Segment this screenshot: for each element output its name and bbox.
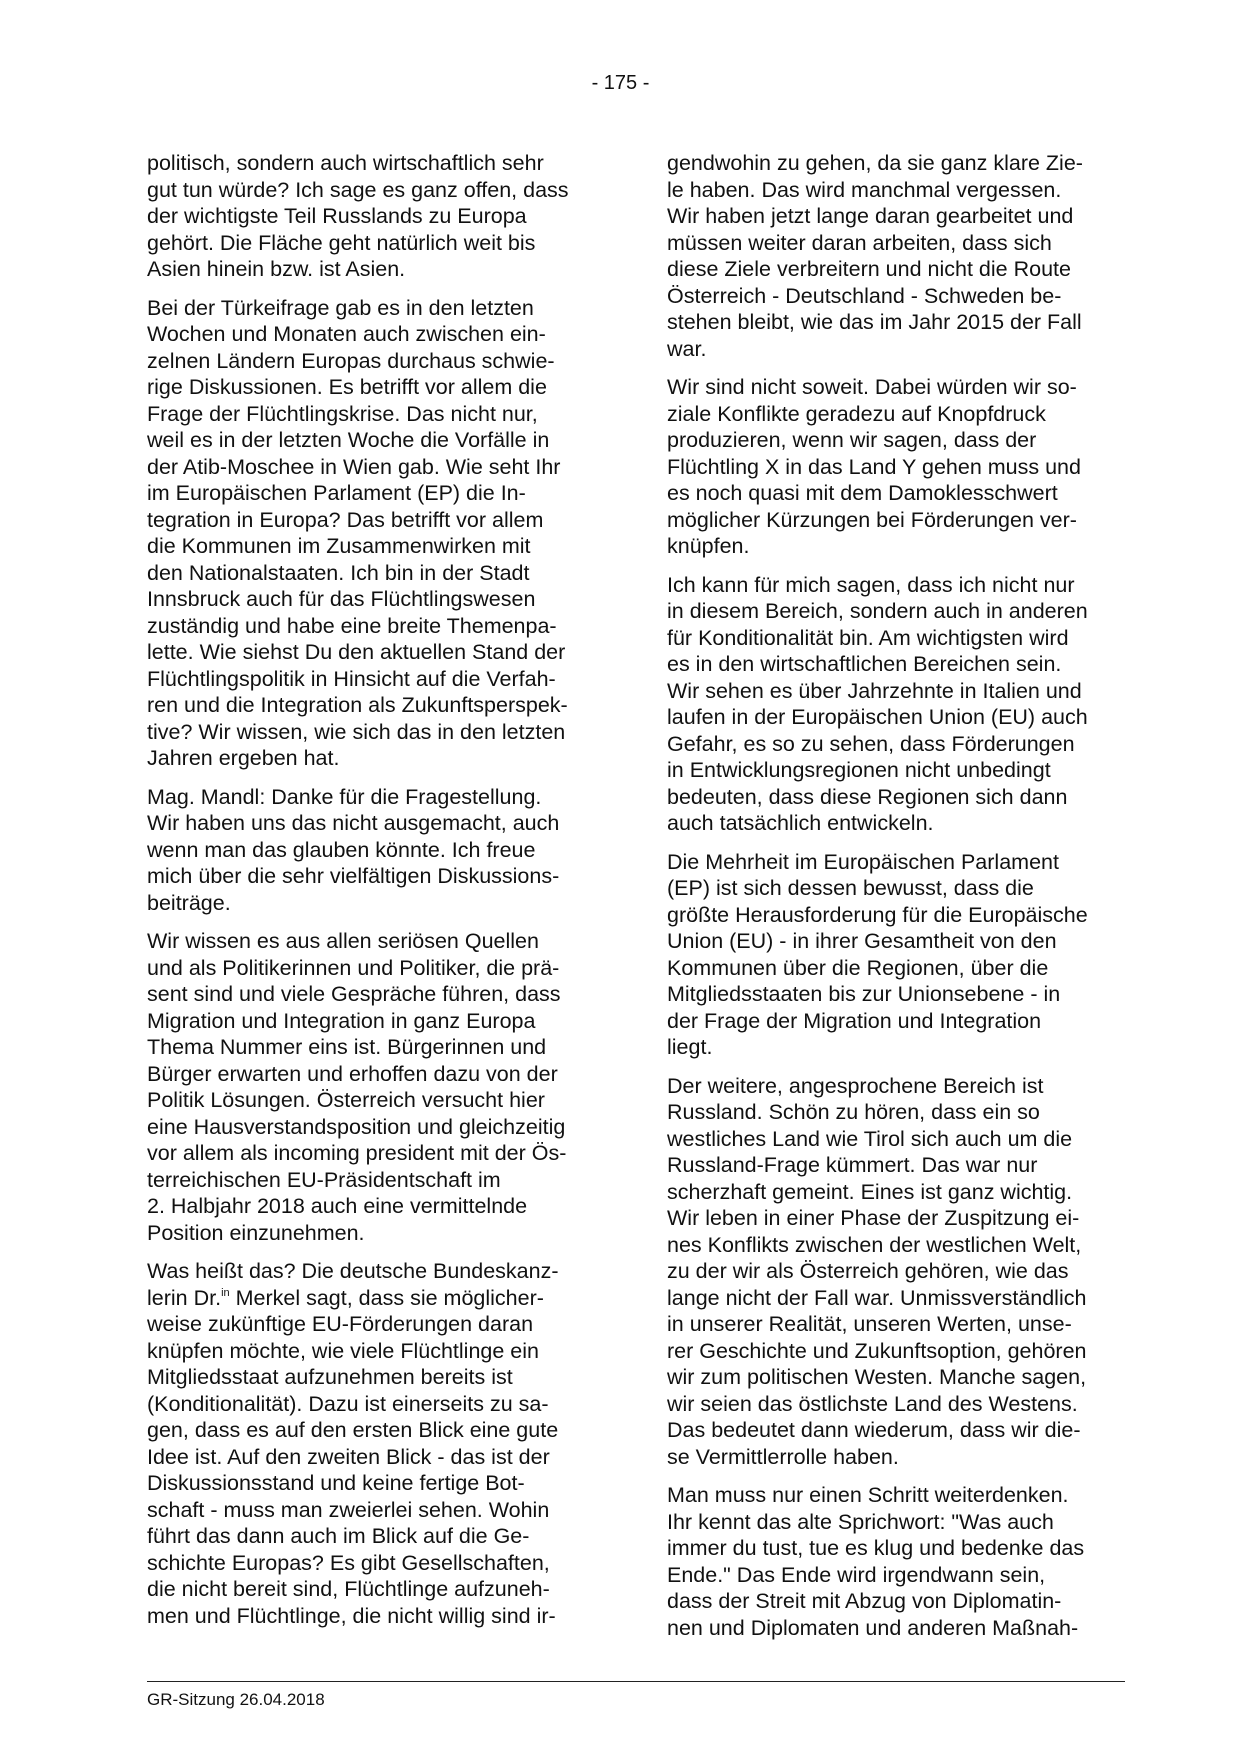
right-column (667, 150, 1122, 1653)
paragraph (147, 295, 602, 772)
text-line: bedeuten, dass diese Regionen sich dann (667, 784, 1068, 809)
text-line: Mag. Mandl: Danke für die Fragestellung. (147, 784, 542, 809)
text-line: tive? Wir wissen, wie sich das in den letzten (147, 719, 566, 744)
text-line: gut tun würde? Ich sage es ganz offen, dass (147, 177, 569, 202)
text-line: immer du tust, tue es klug und bedenke das (667, 1536, 1085, 1560)
text-line: rige Diskussionen. Es betrifft vor allem die (147, 375, 547, 399)
text-line: se Vermittlerrolle haben. (667, 1444, 899, 1469)
text-line: schaft - muss man zweierlei sehen. Wohin (147, 1497, 550, 1522)
text-line: ziale Konflikte geradezu auf Knopfdruck (667, 401, 1046, 426)
text-line: eine Hausverstandsposition und gleichzeitig (147, 1114, 566, 1139)
text-line: zelnen Ländern Europas durchaus schwie- (147, 348, 555, 373)
text-line: Ich kann für mich sagen, dass ich nicht nur (667, 572, 1075, 597)
text-line: Migration und Integration in ganz Europa (147, 1008, 536, 1033)
footer-session-date: GR-Sitzung 26.04.2018 (147, 1690, 325, 1709)
text-line: diese Ziele verbreitern und nicht die Route (667, 257, 1071, 281)
paragraph (147, 784, 602, 917)
text-line: der wichtigste Teil Russlands zu Europa (147, 204, 527, 228)
text-line: Wir haben uns das nicht ausgemacht, auch (147, 811, 560, 835)
text-line: liegt. (667, 1035, 713, 1059)
text-line: wenn man das glauben könnte. Ich freue (147, 837, 536, 862)
paragraph (667, 150, 1122, 362)
text-line: wir seien das östlichste Land des Westens. (667, 1391, 1078, 1416)
text-line: Politik Lösungen. Österreich versucht hier (147, 1088, 545, 1112)
text-line: Russland. Schön zu hören, dass ein so (667, 1100, 1040, 1124)
text-line: Bei der Türkeifrage gab es in den letzten (147, 295, 534, 320)
text-line: rer Geschichte und Zukunftsoption, gehören (667, 1338, 1087, 1363)
text-fragment: lerin Dr. (147, 1285, 222, 1310)
paragraph (667, 1482, 1122, 1641)
text-line: laufen in der Europäischen Union (EU) auch (667, 705, 1088, 729)
text-line: der Frage der Migration und Integration (667, 1008, 1042, 1033)
text-line (147, 1285, 602, 1312)
paragraph (667, 572, 1122, 837)
text-line: die Kommunen im Zusammenwirken mit (147, 534, 531, 558)
text-line: müssen weiter daran arbeiten, dass sich (667, 230, 1052, 255)
title-superscript: in (221, 1286, 230, 1299)
paragraph (147, 150, 602, 283)
text-line: scherzhaft gemeint. Eines ist ganz wichtig. (667, 1179, 1073, 1204)
text-line: Union (EU) - in ihrer Gesamtheit von den (667, 929, 1057, 953)
text-line: Bürger erwarten und erhoffen dazu von der (147, 1061, 558, 1086)
text-line: produzieren, wenn wir sagen, dass der (667, 428, 1037, 452)
text-line: Kommunen über die Regionen, über die (667, 955, 1049, 980)
text-line: Ende." Das Ende wird irgendwann sein, (667, 1562, 1046, 1587)
text-line: wir zum politischen Westen. Manche sagen, (667, 1365, 1087, 1389)
text-line: es noch quasi mit dem Damoklesschwert (667, 481, 1058, 505)
text-line: Wir leben in einer Phase der Zuspitzung ei- (667, 1206, 1080, 1230)
text-line: Jahren ergeben hat. (147, 746, 340, 770)
text-line: die nicht bereit sind, Flüchtlinge aufzuneh- (147, 1577, 550, 1601)
text-line: nen und Diplomaten und anderen Maßnah- (667, 1615, 1079, 1640)
text-line: Flüchtlingspolitik in Hinsicht auf die Verfah- (147, 666, 556, 691)
text-line: Was heißt das? Die deutsche Bundeskanz- (147, 1259, 559, 1283)
text-line: (EP) ist sich dessen bewusst, dass die (667, 876, 1034, 900)
paragraph (147, 1258, 602, 1629)
text-line: auch tatsächlich entwickeln. (667, 811, 934, 835)
text-line: und als Politikerinnen und Politiker, die prä- (147, 955, 560, 980)
text-line: gen, dass es auf den ersten Blick eine gute (147, 1418, 559, 1442)
text-line: war. (667, 336, 707, 361)
text-line: Wochen und Monaten auch zwischen ein- (147, 322, 546, 346)
text-line: den Nationalstaaten. Ich bin in der Stadt (147, 560, 530, 585)
text-line: Frage der Flüchtlingskrise. Das nicht nur, (147, 401, 538, 426)
text-line: Man muss nur einen Schritt weiterdenken. (667, 1483, 1069, 1507)
text-line: lange nicht der Fall war. Unmissverständlich (667, 1285, 1087, 1310)
text-line: Wir sind nicht soweit. Dabei würden wir so- (667, 375, 1077, 399)
text-line: in unserer Realität, unseren Werten, unse- (667, 1312, 1072, 1336)
text-line: für Konditionalität bin. Am wichtigsten wird (667, 625, 1069, 650)
text-line: terreichischen EU-Präsidentschaft im (147, 1167, 501, 1192)
paragraph (667, 849, 1122, 1061)
text-line: le haben. Das wird manchmal vergessen. (667, 177, 1062, 202)
text-line: zuständig und habe eine breite Themenpa- (147, 613, 557, 638)
text-line: möglicher Kürzungen bei Förderungen ver- (667, 507, 1077, 532)
paragraph (667, 1073, 1122, 1471)
text-line: men und Flüchtlinge, die nicht willig sind ir- (147, 1603, 556, 1628)
text-line: Österreich - Deutschland - Schweden be- (667, 283, 1062, 308)
text-line: Thema Nummer eins ist. Bürgerinnen und (147, 1035, 547, 1059)
text-line: Russland-Frage kümmert. Das war nur (667, 1153, 1038, 1177)
text-line: in Entwicklungsregionen nicht unbedingt (667, 758, 1051, 782)
text-line: es in den wirtschaftlichen Bereichen sein. (667, 652, 1062, 676)
text-line: Das bedeutet dann wiederum, dass wir die- (667, 1418, 1081, 1442)
text-line: nes Konflikts zwischen der westlichen Welt, (667, 1232, 1082, 1257)
text-line: der Atib-Moschee in Wien gab. Wie seht Ihr (147, 454, 561, 479)
text-line: ren und die Integration als Zukunftsperspek- (147, 693, 568, 717)
text-line: weil es in der letzten Woche die Vorfälle in (147, 428, 550, 452)
text-line: Flüchtling X in das Land Y gehen muss und (667, 454, 1081, 479)
text-line: Position einzunehmen. (147, 1220, 365, 1245)
text-line: Innsbruck auch für das Flüchtlingswesen (147, 587, 536, 611)
text-line: westliches Land wie Tirol sich auch um die (667, 1126, 1073, 1151)
text-line: knüpfen möchte, wie viele Flüchtlinge ein (147, 1338, 539, 1363)
text-line: Idee ist. Auf den zweiten Blick - das ist der (147, 1444, 550, 1469)
text-line: Gefahr, es so zu sehen, dass Förderungen (667, 731, 1075, 756)
text-line: knüpfen. (667, 534, 750, 558)
text-line: Wir sehen es über Jahrzehnte in Italien und (667, 678, 1082, 703)
text-line: tegration in Europa? Das betrifft vor allem (147, 507, 544, 532)
text-line: 2. Halbjahr 2018 auch eine vermittelnde (147, 1194, 528, 1218)
paragraph (667, 374, 1122, 560)
text-line: Ihr kennt das alte Sprichwort: "Was auch (667, 1509, 1054, 1534)
text-line: stehen bleibt, wie das im Jahr 2015 der Fall (667, 310, 1082, 334)
text-line: weise zukünftige EU-Förderungen daran (147, 1312, 534, 1336)
text-line: Wir wissen es aus allen seriösen Quellen (147, 929, 539, 953)
text-line: Wir haben jetzt lange daran gearbeitet und (667, 204, 1074, 228)
text-fragment: Merkel sagt, dass sie möglicher- (229, 1285, 544, 1310)
text-line: im Europäischen Parlament (EP) die In- (147, 481, 526, 505)
footer-divider (147, 1681, 1125, 1682)
text-line: größte Herausforderung für die Europäische (667, 902, 1088, 927)
text-line: gehört. Die Fläche geht natürlich weit bis (147, 230, 536, 255)
text-line: mich über die sehr vielfältigen Diskussions- (147, 864, 560, 888)
text-line: (Konditionalität). Dazu ist einerseits zu sa- (147, 1391, 549, 1416)
text-line: Diskussionsstand und keine fertige Bot- (147, 1471, 525, 1495)
text-line: beiträge. (147, 890, 231, 915)
text-line: zu der wir als Österreich gehören, wie das (667, 1259, 1069, 1283)
text-line: schichte Europas? Es gibt Gesellschaften, (147, 1550, 550, 1575)
text-line: sent sind und viele Gespräche führen, dass (147, 982, 561, 1006)
text-line: Der weitere, angesprochene Bereich ist (667, 1073, 1044, 1098)
paragraph (147, 928, 602, 1246)
text-line: Mitgliedsstaat aufzunehmen bereits ist (147, 1365, 513, 1389)
text-line: gendwohin zu gehen, da sie ganz klare Zie- (667, 151, 1083, 175)
text-line: lette. Wie siehst Du den aktuellen Stand der (147, 640, 566, 664)
left-column (147, 150, 602, 1641)
text-line: dass der Streit mit Abzug von Diplomatin- (667, 1589, 1062, 1613)
text-line: führt das dann auch im Blick auf die Ge- (147, 1524, 530, 1548)
text-line: in diesem Bereich, sondern auch in anderen (667, 599, 1088, 623)
text-line: Mitgliedsstaaten bis zur Unionsebene - in (667, 982, 1061, 1006)
page-number: - 175 - (591, 72, 650, 94)
text-line: politisch, sondern auch wirtschaftlich sehr (147, 151, 544, 175)
text-line: Die Mehrheit im Europäischen Parlament (667, 849, 1059, 874)
text-line: Asien hinein bzw. ist Asien. (147, 257, 406, 281)
text-line: vor allem als incoming president mit der Ös- (147, 1141, 567, 1165)
